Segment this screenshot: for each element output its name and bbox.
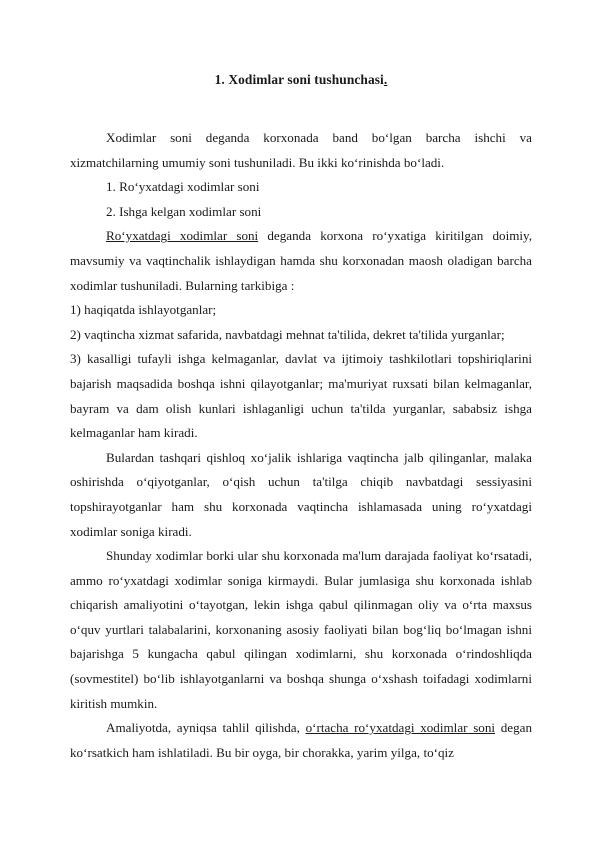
paragraph-average [70,716,532,765]
page-title [70,72,532,88]
paragraph-average-rest: degan koʻrsatkich ham ishlatiladi. Bu bir oyga, bir chorakka, yarim yilga, toʻqiz [70,720,533,760]
list-item-registered: 1. Roʻyxatdagi xodimlar soni [106,179,260,195]
paragraph-definition: Xodimlar soni deganda korxonada band boʻlgan barcha ishchi va xizmatchilarning umumiy soni tushuniladi. Bu ikki koʻrinishda boʻladi. [70,130,532,170]
term-registered-staff: Roʻyxatdagi xodimlar soni [106,228,259,244]
paragraph-registered-definition [70,224,532,298]
paragraph-registered-rest: deganda korxona roʻyxatiga kiritilgan doimiy, mavsumiy va vaqtinchalik ishlaydigan hamda shu korxonadan maosh oladigan barcha xodimlar tushuniladi. Bularning tarkibiga : [70,228,532,293]
term-average-registered: oʻrtacha roʻyxatdagi xodimlar soni [305,720,496,736]
list-item-on-leave: 2) vaqtincha xizmat safarida, navbatdagi mehnat ta'tilida, dekret ta'tilida yurganlar; [70,326,505,342]
paragraph-excluded: Shunday xodimlar borki ular shu korxonada ma'lum darajada faoliyat koʻrsatadi, ammo roʻyxatdagi xodimlar soniga kirmaydi. Bular jumlasiga shu korxonada ishlab chiqarish amaliyotini oʻtayotgan, lekin ishga qabul qilinmagan oliy va oʻrta maxsus oʻquv yurtlari talabalarini, korxonaning asosiy faoliyati bilan bogʻliq boʻlmagan ishni bajarishga 5 kungacha qabul qilingan xodimlarni, shu korxonada oʻrindoshliqda (sovmestitel) boʻlib ishlayotganlarni va boshqa shunga oʻxshash toifadagi xodimlarni kiritish mumkin. [70,548,532,711]
title-suffix: . [383,72,388,87]
list-item-working: 1) haqiqatda ishlayotganlar; [70,302,217,318]
document-body [70,126,532,765]
list-item-present: 2. Ishga kelgan xodimlar soni [106,203,262,219]
title-text: 1. Xodimlar soni tushunchasi [214,72,384,87]
list-item-absent: 3) kasalligi tufayli ishga kelmaganlar, davlat va ijtimoiy tashkilotlari topshiriqlarini bajarish maqsadida boshqa ishni qilayotganlar; ma'muriyat ruxsati bilan kelmaganlar, bayram va dam olish kunlari ishlaganligi uchun ta'tilda yurganlar, sababsiz ishga kelmaganlar ham kiradi. [70,351,532,441]
paragraph-average-intro: Amaliyotda, ayniqsa tahlil qilishda, [106,720,306,736]
paragraph-additional: Bulardan tashqari qishloq xoʻjalik ishlariga vaqtincha jalb qilinganlar, malaka oshirishda oʻqiyotganlar, oʻqish uchun ta'tilga chiqib navbatdagi sessiyasini topshirayotganlar ham shu korxonada vaqtincha ishlamasada uning roʻyxatdagi xodimlar soniga kiradi. [70,449,532,539]
